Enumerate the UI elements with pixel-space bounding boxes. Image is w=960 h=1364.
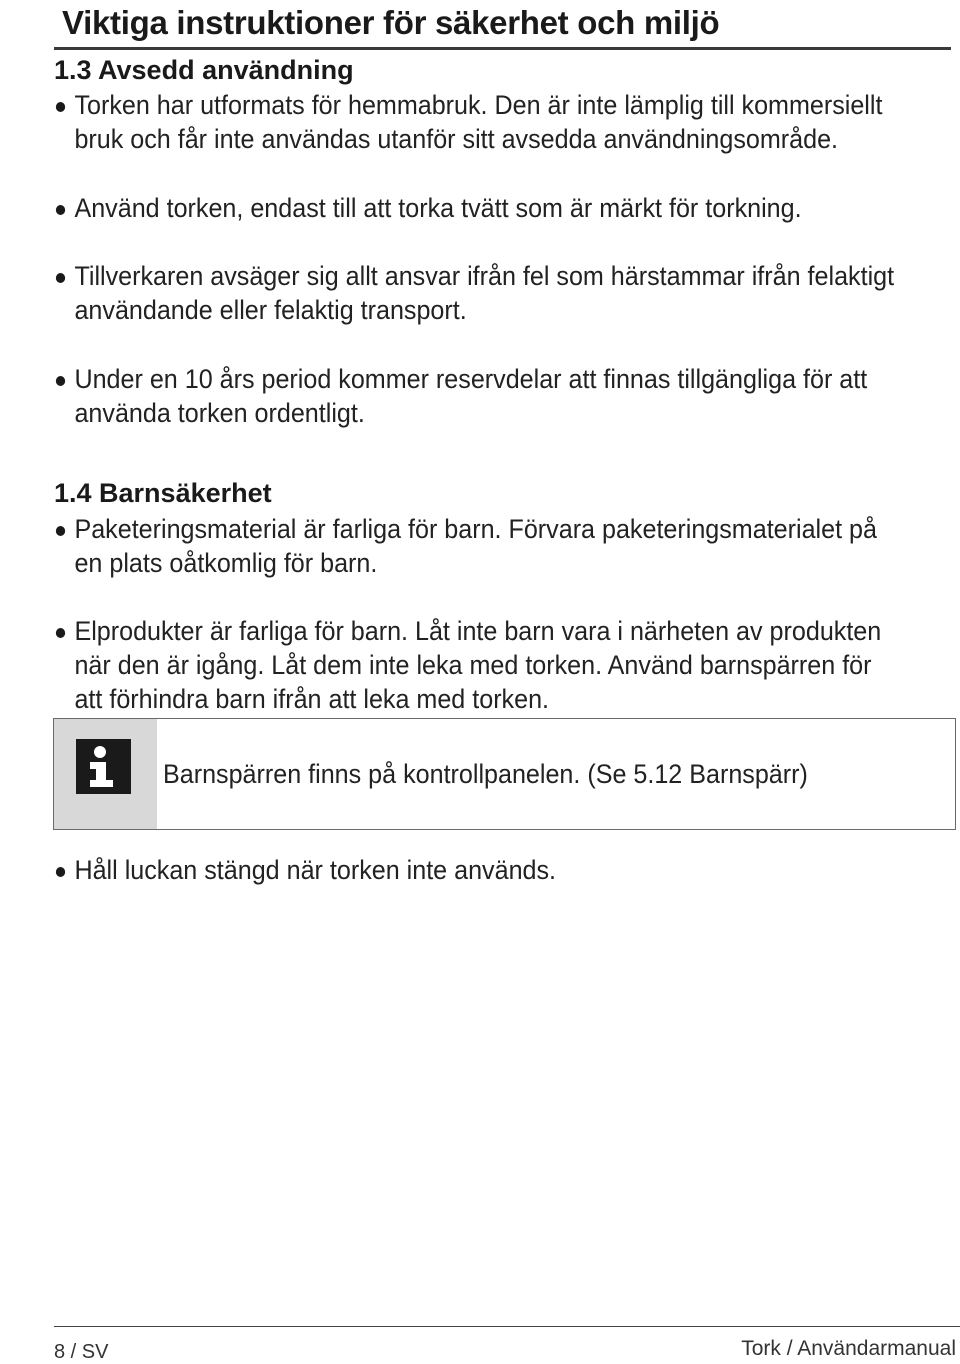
document-title: Tork / Användarmanual [741, 1337, 956, 1360]
list-item [54, 853, 896, 887]
footer-divider [54, 1326, 960, 1327]
list-item-text: Torken har utformats för hemmabruk. Den är inte lämplig till kommersiellt bruk och får inte användas utanför sitt avsedda användningsområde. [74, 90, 883, 154]
section-heading-intended-use: 1.3 Avsedd användning [54, 55, 354, 85]
page-title: Viktiga instruktioner för säkerhet och miljö [62, 4, 720, 41]
bullet-icon [56, 102, 65, 112]
bullet-icon [56, 273, 65, 283]
list-item [54, 362, 896, 430]
list-item [54, 88, 896, 156]
list-item [54, 512, 896, 580]
list-item-text: Använd torken, endast till att torka tvätt som är märkt för torkning. [74, 193, 802, 223]
info-note-text: Barnspärren finns på kontrollpanelen. (Se 5.12 Barnspärr) [163, 759, 808, 789]
page-number: 8 / SV [54, 1341, 109, 1363]
bullet-icon [56, 376, 65, 386]
info-note-box [53, 718, 956, 830]
info-icon [76, 739, 131, 794]
info-note-sidebar [54, 719, 157, 829]
list-item [54, 191, 896, 225]
section-heading-child-safety: 1.4 Barnsäkerhet [54, 478, 272, 508]
bullet-icon [56, 867, 65, 877]
bullet-icon [56, 205, 65, 215]
list-item [54, 259, 896, 327]
list-item [54, 614, 896, 716]
list-item-text: Tillverkaren avsäger sig allt ansvar ifrån fel som härstammar ifrån felaktigt användande eller felaktig transport. [74, 261, 895, 325]
list-item-text: Under en 10 års period kommer reservdelar att finnas tillgängliga för att använda torken ordentligt. [74, 364, 868, 428]
list-item-text: Paketeringsmaterial är farliga för barn. Förvara paketeringsmaterialet på en plats oåtkomlig för barn. [74, 514, 877, 578]
title-divider [54, 47, 951, 50]
bullet-icon [56, 526, 65, 536]
list-item-text: Håll luckan stängd när torken inte används. [74, 855, 557, 885]
bullet-icon [56, 628, 65, 638]
list-item-text: Elprodukter är farliga för barn. Låt inte barn vara i närheten av produkten när den är igång. Låt dem inte leka med torken. Använd barnspärren för att förhindra barn ifrån att leka med torken. [74, 616, 882, 714]
